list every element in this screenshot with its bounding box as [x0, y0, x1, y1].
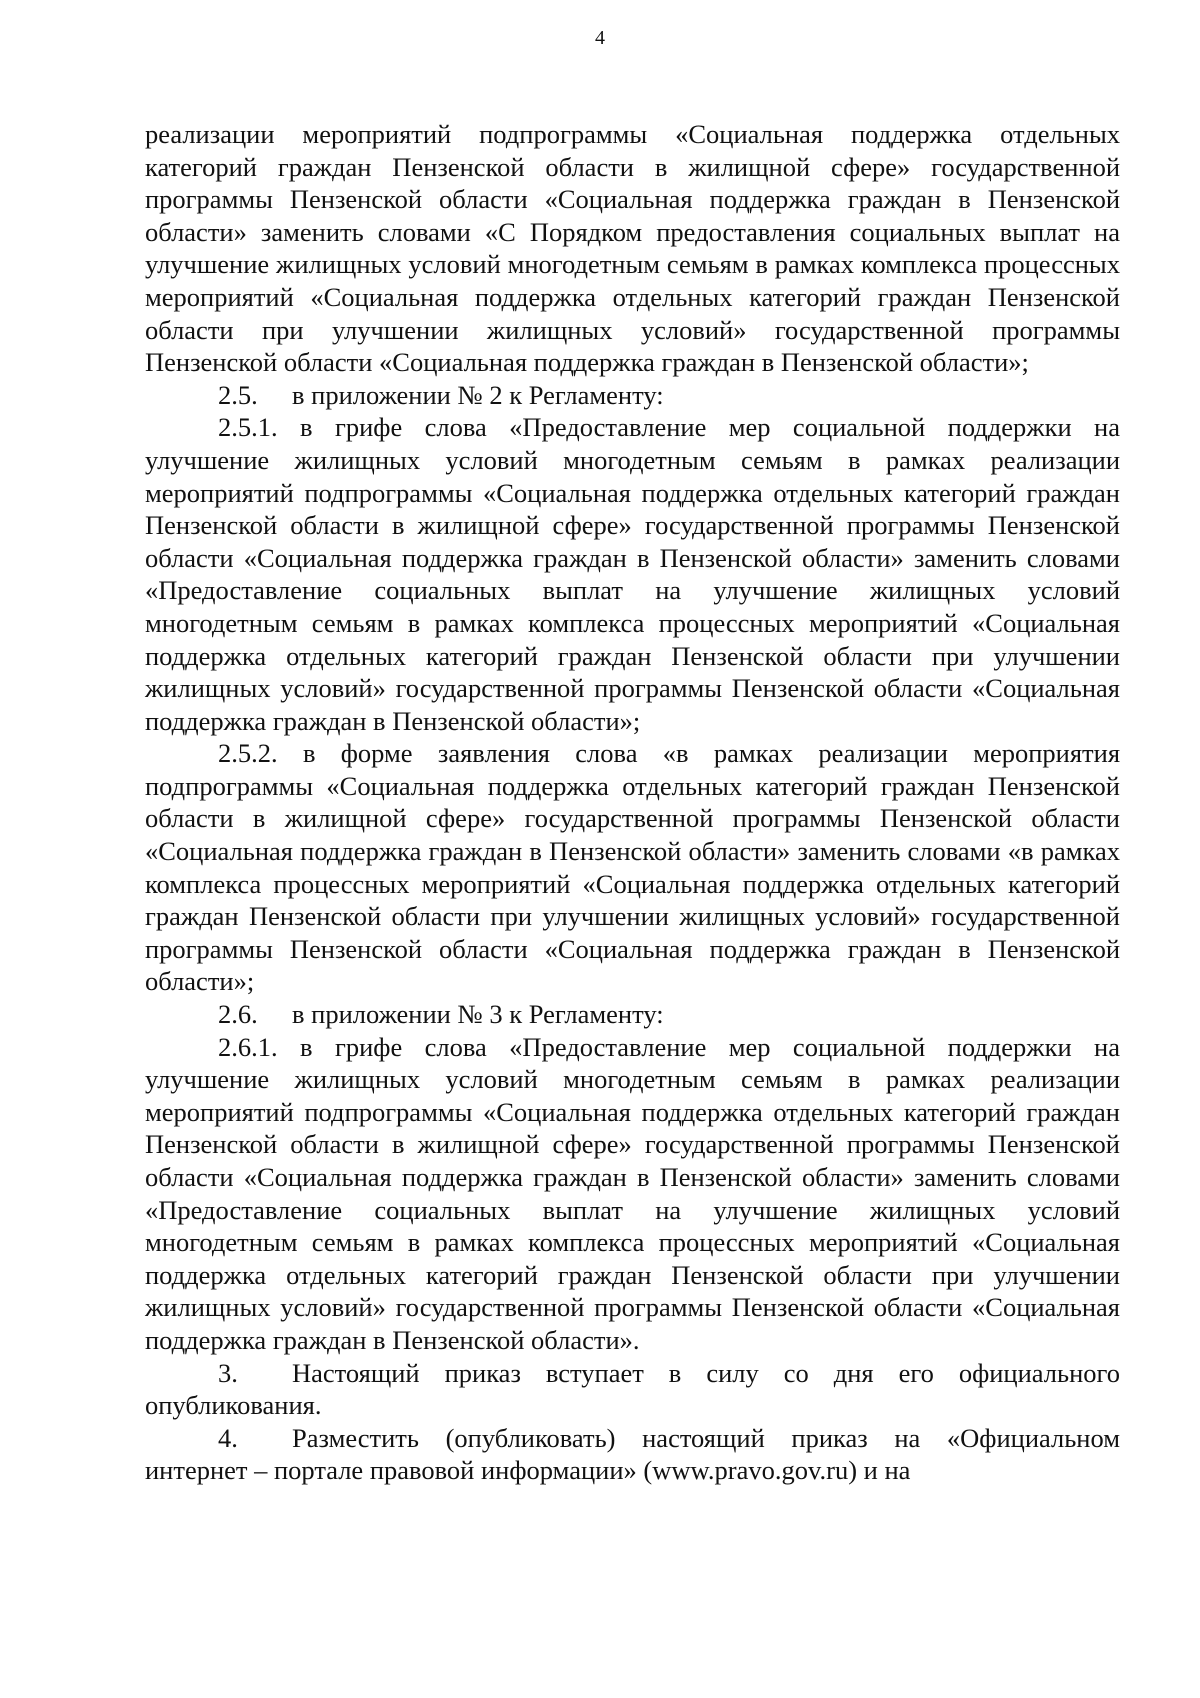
paragraph-number: 3. — [218, 1357, 238, 1388]
paragraph-text: в приложении № 2 к Регламенту: — [292, 379, 664, 410]
paragraph-4 — [145, 1422, 1120, 1487]
paragraph-text: в грифе слова «Предоставление мер социальной поддержки на улучшение жилищных условий многодетным семьям в рамках реализации мероприятий подпрограммы «Социальная поддержка отдельных категорий граждан Пензенской области в жилищной сфере» государственной программы Пензенской области «Социальная поддержка граждан в Пензенской области» заменить словами «Предоставление социальных выплат на улучшение жилищных условий многодетным семьям в рамках комплекса процессных мероприятий «Социальная поддержка отдельных категорий граждан Пензенской области при улучшении жилищных условий» государственной программы Пензенской области «Социальная поддержка граждан в Пензенской области». — [145, 1031, 1121, 1355]
paragraph-number: 4. — [218, 1422, 238, 1453]
paragraph-number: 2.5. — [218, 379, 258, 410]
paragraph-text: Настоящий приказ вступает в силу со дня его официального опубликования. — [145, 1357, 1120, 1421]
paragraph-text: в форме заявления слова «в рамках реализации мероприятия подпрограммы «Социальная поддержка отдельных категорий граждан Пензенской области в жилищной сфере» государственной программы Пензенской области «Социальная поддержка граждан в Пензенской области» заменить словами «в рамках комплекса процессных мероприятий «Социальная поддержка отдельных категорий граждан Пензенской области при улучшении жилищных условий» государственной программы Пензенской области «Социальная поддержка граждан в Пензенской области»; — [145, 738, 1121, 997]
paragraph-2-5 — [145, 379, 1120, 412]
paragraph-text: реализации мероприятий подпрограммы «Социальная поддержка отдельных категорий граждан Пензенской области в жилищной сфере» государственной программы Пензенской области «Социальная поддержка граждан в Пензенской области» заменить словами «С Порядком предоставления социальных выплат на улучшение жилищных условий многодетным семьям в рамках комплекса процессных мероприятий «Социальная поддержка отдельных категорий граждан Пензенской области при улучшении жилищных условий» государственной программы Пензенской области «Социальная поддержка граждан в Пензенской области»; — [145, 119, 1120, 378]
document-body — [145, 118, 1120, 1487]
paragraph-2-6 — [145, 998, 1120, 1031]
paragraph-text: Разместить (опубликовать) настоящий приказ на «Официальном интернет – портале правовой информации» (www.pravo.gov.ru) и на — [145, 1422, 1120, 1486]
paragraph-2-5-1 — [145, 411, 1120, 737]
paragraph-number: 2.6.1. — [218, 1031, 278, 1062]
paragraph-continuation — [145, 118, 1120, 379]
page-number: 4 — [595, 27, 605, 49]
paragraph-2-6-1 — [145, 1031, 1120, 1357]
paragraph-text: в грифе слова «Предоставление мер социальной поддержки на улучшение жилищных условий многодетным семьям в рамках реализации мероприятий подпрограммы «Социальная поддержка отдельных категорий граждан Пензенской области в жилищной сфере» государственной программы Пензенской области «Социальная поддержка граждан в Пензенской области» заменить словами «Предоставление социальных выплат на улучшение жилищных условий многодетным семьям в рамках комплекса процессных мероприятий «Социальная поддержка отдельных категорий граждан Пензенской области при улучшении жилищных условий» государственной программы Пензенской области «Социальная поддержка граждан в Пензенской области»; — [145, 412, 1121, 736]
paragraph-3 — [145, 1357, 1120, 1422]
paragraph-number: 2.5.2. — [218, 738, 278, 769]
paragraph-number: 2.6. — [218, 999, 258, 1030]
paragraph-number: 2.5.1. — [218, 412, 278, 443]
paragraph-text: в приложении № 3 к Регламенту: — [292, 999, 664, 1030]
paragraph-2-5-2 — [145, 737, 1120, 998]
